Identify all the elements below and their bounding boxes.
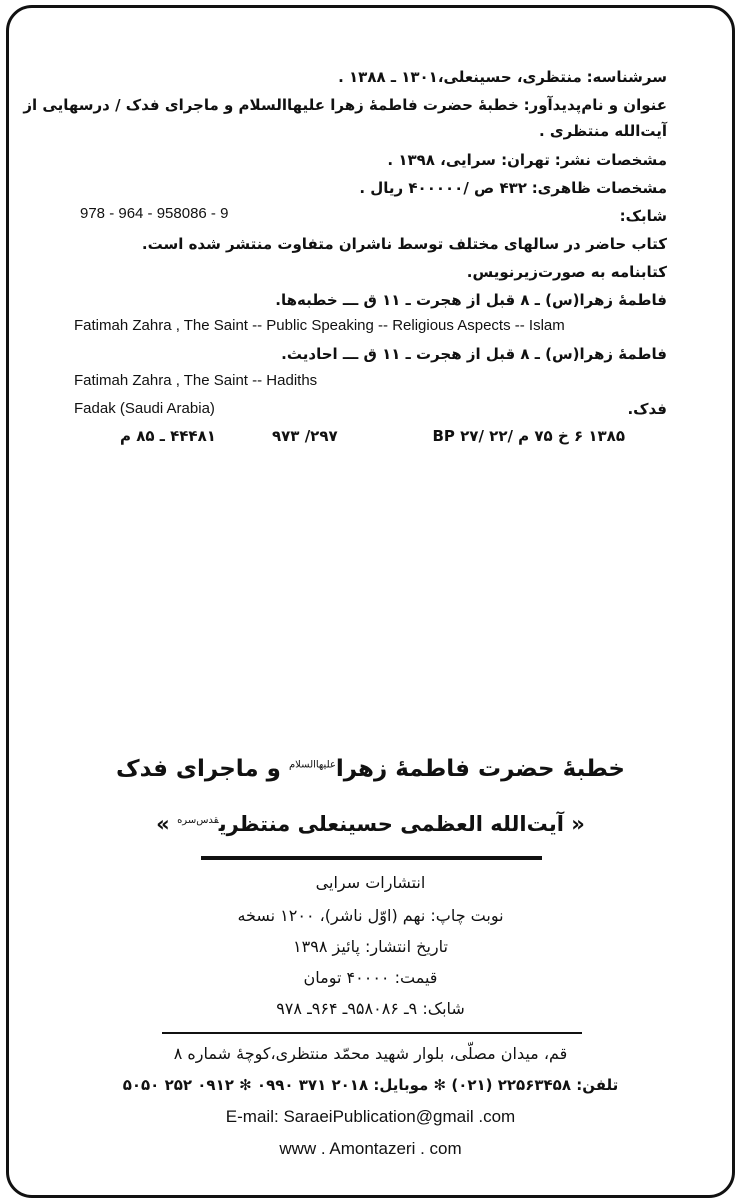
book-title-main: خطبهٔ حضرت فاطمهٔ زهرا bbox=[335, 756, 625, 782]
book-author-close: » bbox=[156, 812, 170, 836]
catalog-class-lc: ۱۳۸۵ ۶ خ ۷۵ م /۲۲ /۲۷ BP bbox=[432, 427, 625, 445]
contact-phone: تلفن: ۲۲۵۶۳۴۵۸ (۰۲۱) ✻ موبایل: ۲۰۱۸ ۳۷۱ ۰۹۹۰ ✻ ۰۹۱۲ ۲۵۲ ۵۰۵۰ bbox=[122, 1076, 619, 1094]
book-title bbox=[0, 756, 741, 782]
contact-email bbox=[0, 1107, 741, 1127]
imprint-date: تاریخ انتشار: پائیز ۱۳۹۸ bbox=[293, 937, 448, 956]
catalog-title-line2: آیت‌الله منتظری . bbox=[538, 122, 667, 140]
catalog-subject-3-fa: فدک. bbox=[627, 400, 667, 418]
book-author-main: « آیت‌الله العظمی حسینعلی منتظری bbox=[218, 812, 585, 836]
catalog-physical bbox=[359, 177, 667, 199]
catalog-physical-label: مشخصات ظاهری: bbox=[531, 179, 667, 197]
imprint-publisher: انتشارات سرایی bbox=[315, 873, 426, 892]
contact-website[interactable]: www . Amontazeri . com bbox=[279, 1139, 462, 1158]
catalog-subject-2-fa: فاطمهٔ زهرا(س) ـ ۸ قبل از هجرت ـ ۱۱ ق ـــ احادیث. bbox=[281, 345, 667, 363]
catalog-note-1: کتاب حاضر در سالهای مختلف توسط ناشران متفاوت منتشر شده است. bbox=[141, 235, 667, 253]
catalog-subject-3-en: Fadak (Saudi Arabia) bbox=[74, 400, 215, 417]
catalog-author-value: منتظری، حسینعلی،۱۳۰۱ ـ ۱۳۸۸ . bbox=[338, 68, 582, 86]
imprint-edition: نوبت چاپ: نهم (اوّل ناشر)، ۱۲۰۰ نسخه bbox=[237, 906, 504, 925]
catalog-class-national: ۴۴۴۸۱ ـ ۸۵ م bbox=[120, 427, 216, 445]
contact-address: قم، میدان مصلّی، بلوار شهید محمّد منتظری،کوچهٔ شماره ۸ bbox=[173, 1044, 568, 1063]
imprint-divider bbox=[162, 1032, 582, 1034]
catalog-subject-1-en: Fatimah Zahra , The Saint -- Public Speaking -- Religious Aspects -- Islam bbox=[74, 317, 565, 334]
catalog-subject-2-en: Fatimah Zahra , The Saint -- Hadiths bbox=[74, 372, 318, 389]
catalog-author-label: سرشناسه: bbox=[586, 68, 667, 86]
catalog-publisher bbox=[387, 149, 667, 171]
book-author-honorific: قدس‌سره bbox=[177, 815, 219, 826]
catalog-title-label: عنوان و نام‌پدیدآور: bbox=[523, 96, 667, 114]
title-divider bbox=[201, 856, 542, 860]
catalog-isbn-label: شابک: bbox=[619, 207, 667, 225]
catalog-publisher-label: مشخصات نشر: bbox=[554, 151, 667, 169]
catalog-publisher-value: تهران: سرایی، ۱۳۹۸ . bbox=[387, 151, 550, 169]
catalog-title-value: خطبهٔ حضرت فاطمهٔ زهرا علیهاالسلام و ماجرای فدک / درسهایی از bbox=[23, 96, 519, 114]
catalog-physical-value: ۴۳۲ ص /۴۰۰۰۰۰ ریال . bbox=[359, 179, 527, 197]
imprint-price: قیمت: ۴۰۰۰۰ تومان bbox=[303, 968, 438, 987]
book-title-honorific: علیهاالسلام bbox=[288, 759, 336, 771]
catalog-isbn-value: 978 - 964 - 958086 - 9 bbox=[80, 205, 229, 222]
catalog-title bbox=[23, 94, 667, 116]
book-title-rest: و ماجرای فدک bbox=[116, 756, 281, 782]
book-author bbox=[0, 812, 741, 836]
catalog-note-2: کتابنامه به صورت‌زیرنویس. bbox=[466, 263, 667, 281]
catalog-class-dewey: ۲۹۷/ ۹۷۳ bbox=[272, 427, 338, 445]
imprint-isbn: شابک: ۹ـ ۹۵۸۰۸۶ـ ۹۶۴ـ ۹۷۸ bbox=[276, 999, 465, 1018]
catalog-subject-1-fa: فاطمهٔ زهرا(س) ـ ۸ قبل از هجرت ـ ۱۱ ق ـــ خطبه‌ها. bbox=[275, 291, 667, 309]
contact-email-label: E-mail: bbox=[225, 1107, 279, 1126]
catalog-author bbox=[338, 66, 667, 88]
contact-email-address[interactable]: SaraeiPublication@gmail .com bbox=[283, 1107, 516, 1126]
